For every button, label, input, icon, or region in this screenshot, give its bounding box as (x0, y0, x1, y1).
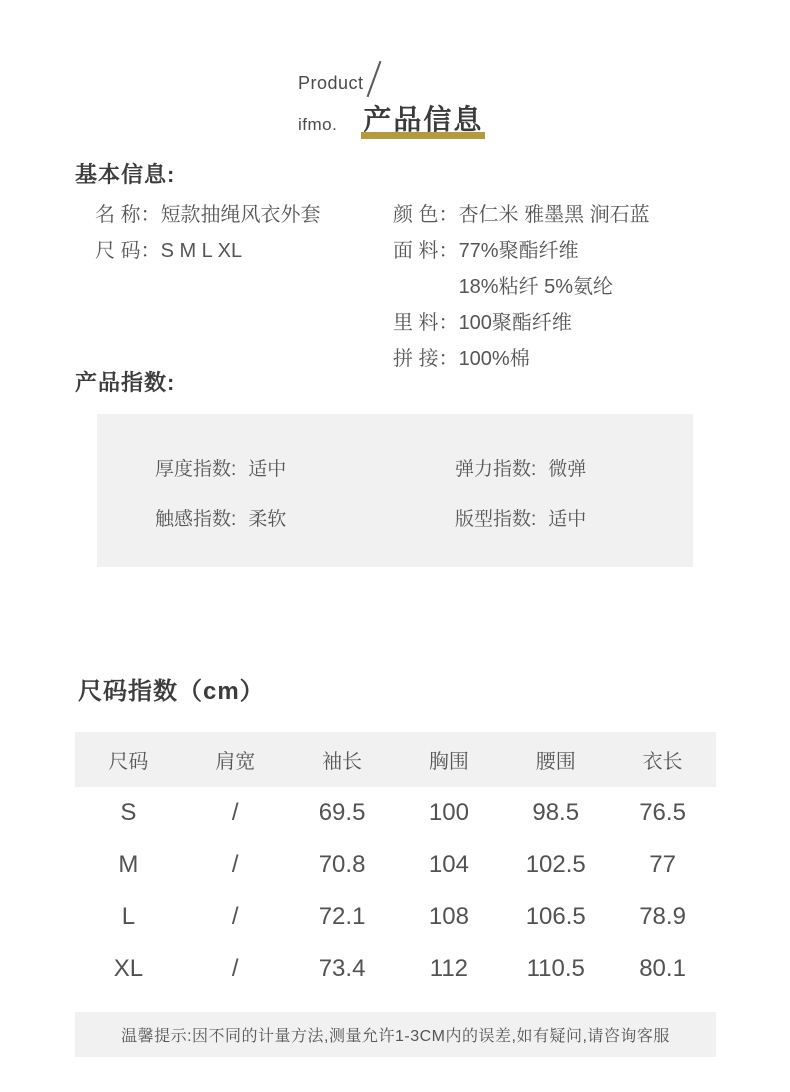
basic-info-grid (95, 197, 720, 377)
info-row-color (393, 197, 720, 233)
tip-text: 温馨提示:因不同的计量方法,测量允许1-3CM内的误差,如有疑问,请咨询客服 (121, 1028, 670, 1045)
size-col-header: 尺码 (75, 732, 182, 787)
brand-block (298, 58, 483, 138)
size-table-header-row (75, 732, 716, 787)
info-value-line: 18%粘纤 5%氨纶 (458, 276, 614, 298)
size-col-header: 衣长 (609, 732, 716, 787)
info-value: 100%棉 (458, 348, 530, 370)
size-cell: XL (113, 955, 144, 982)
size-table-body (75, 787, 716, 995)
size-cell: / (231, 851, 239, 878)
index-item-touch (155, 506, 455, 534)
table-row-s (75, 787, 716, 839)
page-title-wrap (363, 98, 483, 138)
size-cell: 76.5 (639, 799, 686, 826)
info-row-splice (393, 341, 720, 377)
index-label: 厚度指数: (155, 459, 237, 480)
size-cell: 73.4 (318, 955, 366, 982)
brand-ifmo-text: ifmo. (298, 115, 338, 134)
size-cell: M (118, 851, 139, 878)
basic-info-left-column (95, 197, 393, 377)
size-cell: 69.5 (318, 799, 366, 826)
size-cell: 110.5 (526, 955, 585, 982)
size-cell: 112 (429, 955, 469, 982)
info-value-line: 77%聚酯纤维 (458, 240, 579, 262)
page-title: 产品信息 (363, 104, 484, 135)
size-cell: 102.5 (525, 851, 586, 878)
table-row-xl (75, 943, 716, 995)
size-cell: S (120, 799, 137, 826)
info-label: 名 称： (95, 204, 161, 226)
info-value: 杏仁米 雅墨黑 涧石蓝 (458, 204, 650, 226)
size-cell: 100 (428, 799, 469, 826)
info-row-lining (393, 305, 720, 341)
info-row-name (95, 197, 393, 233)
size-cell: 98.5 (532, 799, 580, 826)
info-value: 100聚酯纤维 (458, 312, 572, 334)
info-label: 拼 接： (393, 348, 459, 370)
index-value: 适中 (548, 509, 587, 530)
size-cell: / (231, 799, 239, 826)
info-label: 里 料： (393, 312, 459, 334)
size-col-header: 胸围 (395, 732, 502, 787)
index-item-elasticity (455, 456, 693, 484)
brand-product-text: Product (298, 73, 364, 93)
info-label: 尺 码： (95, 240, 161, 262)
info-label: 面 料： (393, 240, 459, 262)
size-cell: 80.1 (639, 955, 686, 982)
footer-tip-bar (75, 1012, 716, 1057)
index-label: 弹力指数: (455, 459, 537, 480)
index-item-thickness (155, 456, 455, 484)
size-col-header: 肩宽 (182, 732, 289, 787)
size-cell: 78.9 (639, 903, 686, 930)
size-cell: / (231, 903, 239, 930)
product-index-panel (97, 414, 693, 567)
info-row-size (95, 233, 393, 269)
size-cell: 108 (428, 903, 469, 930)
basic-info-heading: 基本信息: (75, 162, 176, 187)
size-cell: L (121, 903, 136, 930)
index-label: 版型指数: (455, 509, 537, 530)
size-cell: 106.5 (525, 903, 586, 930)
table-row-l (75, 891, 716, 943)
info-value: 短款抽绳风衣外套 (160, 204, 321, 226)
table-row-m (75, 839, 716, 891)
brand-row-title (298, 98, 483, 138)
index-value: 微弹 (548, 459, 587, 480)
slash-divider-icon (366, 61, 381, 97)
info-label: 颜 色： (393, 204, 459, 226)
size-cell: 72.1 (318, 903, 366, 930)
size-cell: 70.8 (318, 851, 366, 878)
info-value-fabric (459, 233, 614, 305)
size-cell: / (231, 955, 239, 982)
size-cell: 77 (649, 851, 676, 878)
index-item-fit (455, 506, 693, 534)
index-label: 触感指数: (155, 509, 237, 530)
size-col-header: 袖长 (289, 732, 396, 787)
index-value: 柔软 (248, 509, 287, 530)
index-value: 适中 (248, 459, 287, 480)
size-section-heading: 尺码指数（cm） (78, 678, 265, 705)
size-table (75, 732, 716, 995)
brand-row-product (298, 58, 483, 94)
info-value: S M L XL (160, 240, 243, 262)
size-cell: 104 (428, 851, 469, 878)
size-table-head (75, 732, 716, 787)
info-row-fabric (393, 233, 720, 305)
product-index-heading: 产品指数: (75, 370, 176, 395)
basic-info-right-column (393, 197, 720, 377)
size-col-header: 腰围 (502, 732, 609, 787)
